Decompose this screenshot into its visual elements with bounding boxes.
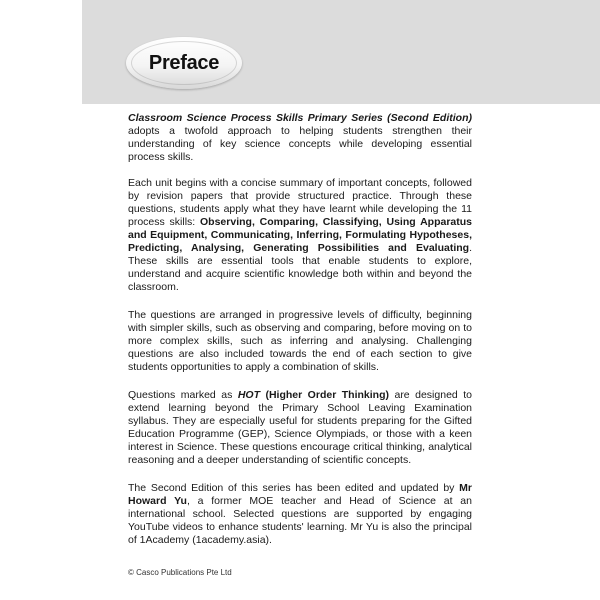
- edition-text-after: , a former MOE teacher and Head of Science at an international school. Selected questions are supported by engaging YouTube videos to enhance students' learning. Mr Yu is also the principal of 1Academy (1academy.asia).: [128, 495, 472, 546]
- units-text-before: Each unit begins with a concise summary of important concepts, followed by revision papers that provide structured practice. Through these questions, students apply what they have learnt while developing the 11 process skills:: [128, 177, 472, 228]
- process-skills-list: Observing, Comparing, Classifying, Using Apparatus and Equipment, Communicating, Inferring, Formulating Hypotheses, Predicting, Analysing, Generating Possibilities and Evaluating: [128, 216, 472, 254]
- page-title: Preface: [148, 51, 220, 74]
- hot-expansion: (Higher Order Thinking): [259, 389, 389, 401]
- editor-name: Mr Howard Yu: [128, 482, 472, 507]
- hot-text-before: Questions marked as: [128, 389, 238, 401]
- hot-label: HOT: [237, 389, 260, 401]
- preface-title-badge: [126, 37, 242, 89]
- paragraph-hot: [128, 389, 472, 467]
- paragraph-units: [128, 177, 472, 294]
- edition-text-before: The Second Edition of this series has been edited and updated by: [128, 482, 460, 494]
- paragraph-edition: [128, 482, 472, 547]
- intro-text: adopts a twofold approach to helping students strengthen their understanding of key science concepts while developing essential process skills.: [128, 125, 472, 163]
- preface-body: [128, 112, 472, 561]
- series-title: Classroom Science Process Skills Primary Series (Second Edition): [128, 112, 472, 124]
- difficulty-text: The questions are arranged in progressive levels of difficulty, beginning with simpler skills, such as observing and comparing, before moving on to more complex skills, such as inferring and analysing. Challenging questions are also included towards the end of each section to give students opportunities to apply a combination of skills.: [128, 309, 472, 373]
- units-text-after: . These skills are essential tools that enable students to explore, understand and acquire scientific knowledge both within and beyond the classroom.: [128, 242, 472, 293]
- paragraph-intro: [128, 112, 472, 164]
- copyright-footer: © Casco Publications Pte Ltd: [128, 568, 232, 577]
- paragraph-difficulty: [128, 309, 472, 374]
- hot-text-after: are designed to extend learning beyond the Primary School Leaving Examination syllabus. They are especially useful for students preparing for the Gifted Education Programme (GEP), Science Olympiads, or those with a keen interest in Science. These questions encourage critical thinking, analytical reasoning and a deeper understanding of scientific concepts.: [128, 389, 472, 466]
